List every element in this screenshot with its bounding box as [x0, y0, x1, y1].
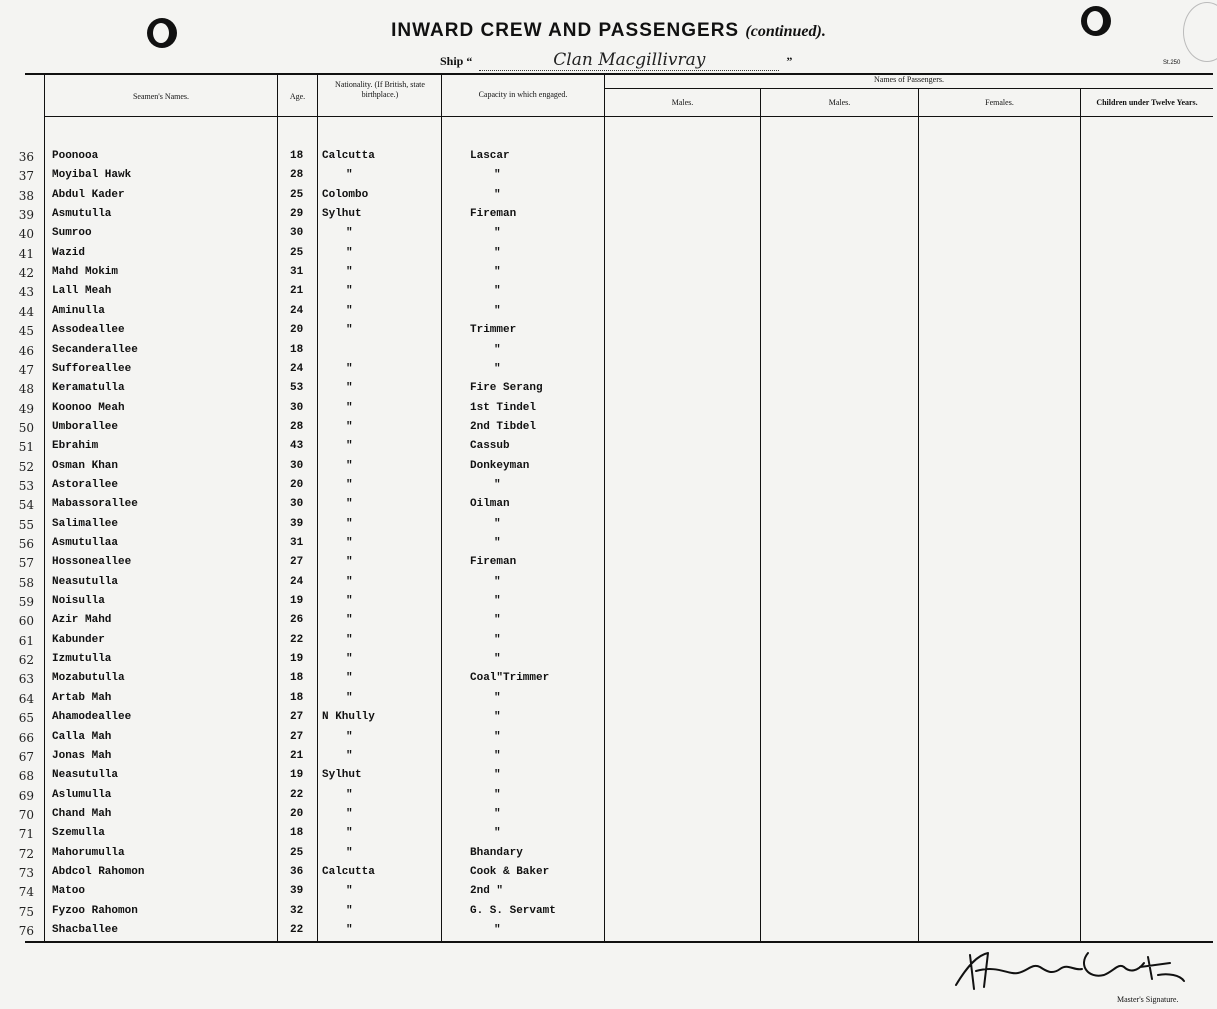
seaman-name: Neasutulla [52, 575, 119, 588]
signature-label: Master's Signature. [1117, 995, 1179, 1004]
nationality-value: " [346, 440, 353, 453]
header-bottom-rule [44, 116, 1213, 117]
capacity-value: 2nd " [470, 885, 504, 898]
row-number: 71 [18, 827, 34, 842]
row-number: 48 [18, 382, 34, 397]
age-value: 39 [290, 517, 304, 530]
nationality-value: " [346, 285, 353, 298]
nationality-value: " [346, 517, 353, 530]
seaman-name: Lall Meah [52, 285, 112, 298]
age-value: 30 [290, 227, 304, 240]
seaman-name: Umborallee [52, 420, 119, 433]
nationality-value: Sylhut [322, 208, 362, 221]
seaman-name: Artab Mah [52, 691, 112, 704]
capacity-value: " [494, 595, 501, 608]
form-number: St.250 [1163, 60, 1181, 66]
row-number: 49 [18, 401, 34, 416]
nationality-value: " [346, 575, 353, 588]
row-number: 64 [18, 691, 34, 706]
header-capacity: Capacity in which engaged. [478, 90, 568, 99]
capacity-value: " [494, 285, 501, 298]
capacity-value: Donkeyman [470, 459, 530, 472]
age-value: 18 [290, 827, 304, 840]
seaman-name: Sumroo [52, 227, 92, 240]
capacity-value: Fireman [470, 208, 517, 221]
age-value: 24 [290, 304, 304, 317]
age-value: 30 [290, 459, 304, 472]
nationality-value: " [346, 885, 353, 898]
age-value: 36 [290, 865, 304, 878]
age-value: 18 [290, 691, 304, 704]
nationality-value: Calcutta [322, 150, 375, 162]
capacity-value: " [494, 807, 501, 820]
row-number: 60 [18, 614, 34, 629]
col-rule-8 [1080, 89, 1081, 941]
nationality-value: " [346, 614, 353, 627]
col-rule-1 [44, 75, 45, 941]
capacity-value: " [494, 827, 501, 840]
capacity-value: " [494, 537, 501, 549]
seaman-name: Matoo [52, 885, 86, 898]
row-number: 41 [18, 246, 34, 261]
age-value: 18 [290, 150, 304, 162]
seaman-name: Kabunder [52, 633, 105, 646]
header-age: Age. [289, 92, 306, 101]
nationality-value: Calcutta [322, 865, 375, 878]
nationality-value: " [346, 749, 353, 762]
age-value: 20 [290, 324, 304, 337]
age-value: 25 [290, 846, 304, 859]
seaman-name: Abdul Kader [52, 188, 125, 201]
header-females: Females. [985, 98, 1014, 107]
nationality-value: " [346, 730, 353, 743]
nationality-value: " [346, 324, 353, 337]
seaman-name: Wazid [52, 246, 86, 259]
col-rule-2 [277, 75, 278, 941]
age-value: 19 [290, 595, 304, 608]
age-value: 31 [290, 537, 304, 549]
nationality-value: " [346, 595, 353, 608]
age-value: 19 [290, 769, 304, 782]
capacity-value: 2nd Tibdel [470, 420, 537, 433]
age-value: 22 [290, 788, 304, 801]
ship-name: Clan Macgillivray [479, 50, 779, 71]
age-value: 26 [290, 614, 304, 627]
row-number: 68 [18, 769, 34, 784]
row-number: 47 [18, 362, 34, 377]
nationality-value: " [346, 246, 353, 259]
row-number: 37 [18, 169, 34, 184]
row-number: 40 [18, 227, 34, 242]
capacity-value: " [494, 653, 501, 666]
age-value: 18 [290, 343, 304, 356]
age-value: 39 [290, 885, 304, 898]
capacity-value: " [494, 266, 501, 279]
seaman-name: Mozabutulla [52, 672, 125, 685]
capacity-value: Trimmer [470, 324, 517, 337]
capacity-value: " [494, 614, 501, 627]
age-value: 24 [290, 362, 304, 375]
capacity-value: Lascar [470, 150, 510, 162]
col-rule-4 [441, 75, 442, 941]
capacity-value: " [494, 362, 501, 375]
row-number: 43 [18, 285, 34, 300]
title-text: INWARD CREW AND PASSENGERS [391, 20, 740, 41]
col-rule-6 [760, 89, 761, 941]
capacity-value: " [494, 633, 501, 646]
row-number: 46 [18, 343, 34, 358]
master-signature [948, 945, 1188, 993]
capacity-value: Oilman [470, 498, 510, 511]
nationality-value: " [346, 924, 353, 936]
seaman-name: Aminulla [52, 304, 105, 317]
row-number: 58 [18, 575, 34, 590]
capacity-value: " [494, 749, 501, 762]
age-value: 18 [290, 672, 304, 685]
age-value: 28 [290, 420, 304, 433]
nationality-value: " [346, 904, 353, 917]
capacity-value: " [494, 769, 501, 782]
capacity-value: Fireman [470, 556, 517, 569]
row-number: 55 [18, 517, 34, 532]
seaman-name: Neasutulla [52, 769, 119, 782]
nationality-value: " [346, 227, 353, 240]
age-value: 20 [290, 478, 304, 491]
age-value: 32 [290, 904, 304, 917]
nationality-value: " [346, 478, 353, 491]
nationality-value: " [346, 266, 353, 279]
row-number: 53 [18, 478, 34, 493]
header-passengers: Names of Passengers. [874, 75, 944, 84]
age-value: 43 [290, 440, 304, 453]
nationality-value: Sylhut [322, 769, 362, 782]
nationality-value: " [346, 827, 353, 840]
age-value: 25 [290, 246, 304, 259]
row-number: 69 [18, 788, 34, 803]
col-rule-5 [604, 75, 605, 941]
capacity-value: " [494, 691, 501, 704]
capacity-value: Cook & Baker [470, 865, 550, 878]
seaman-name: Aslumulla [52, 788, 112, 801]
capacity-value: " [494, 788, 501, 801]
seaman-name: Hossoneallee [52, 556, 132, 569]
row-number: 67 [18, 749, 34, 764]
row-number: 75 [18, 904, 34, 919]
capacity-value: " [494, 517, 501, 530]
passengers-subrule [605, 88, 1213, 89]
ship-close-quote: ” [786, 54, 793, 68]
capacity-value: " [494, 924, 501, 936]
seaman-name: Szemulla [52, 827, 105, 840]
nationality-value: " [346, 556, 353, 569]
age-value: 30 [290, 401, 304, 414]
nationality-value: " [346, 401, 353, 414]
header-males-1: Males. [671, 98, 694, 107]
header-males-2: Males. [828, 98, 851, 107]
capacity-value: 1st Tindel [470, 401, 537, 414]
row-number: 56 [18, 537, 34, 551]
age-value: 22 [290, 633, 304, 646]
header-children: Children under Twelve Years. [1096, 98, 1198, 107]
nationality-value: " [346, 304, 353, 317]
age-value: 24 [290, 575, 304, 588]
row-number: 42 [18, 266, 34, 281]
age-value: 29 [290, 208, 304, 221]
seaman-name: Noisulla [52, 595, 105, 608]
seaman-name: Moyibal Hawk [52, 169, 132, 182]
header-seamens-names: Seamen's Names. [132, 92, 190, 101]
nationality-value: " [346, 653, 353, 666]
age-value: 27 [290, 711, 304, 724]
nationality-value: " [346, 807, 353, 820]
age-value: 19 [290, 653, 304, 666]
capacity-value: G. S. Servamt [470, 904, 556, 917]
capacity-value: " [494, 711, 501, 724]
row-number: 65 [18, 711, 34, 726]
row-number: 66 [18, 730, 34, 745]
seaman-name: Ebrahim [52, 440, 99, 453]
nationality-value: " [346, 691, 353, 704]
seaman-name: Salimallee [52, 517, 119, 530]
seaman-name: Asmutullaa [52, 537, 119, 549]
col-rule-3 [317, 75, 318, 941]
capacity-value: " [494, 343, 501, 356]
seaman-name: Astorallee [52, 478, 119, 491]
row-number: 54 [18, 498, 34, 513]
capacity-value: " [494, 730, 501, 743]
seaman-name: Shacballee [52, 924, 119, 936]
header-nationality: Nationality. (If British, state birthplace.) [335, 80, 425, 99]
capacity-value: " [494, 478, 501, 491]
capacity-value: " [494, 304, 501, 317]
page-title [0, 20, 1217, 42]
seaman-name: Poonooa [52, 150, 99, 162]
seaman-name: Jonas Mah [52, 749, 112, 762]
title-suffix: (continued). [745, 23, 826, 40]
age-value: 53 [290, 382, 304, 395]
nationality-value: " [346, 382, 353, 395]
row-number: 61 [18, 633, 34, 648]
row-number: 76 [18, 924, 34, 938]
row-number: 72 [18, 846, 34, 861]
seaman-name: Koonoo Meah [52, 401, 125, 414]
seaman-name: Calla Mah [52, 730, 112, 743]
age-value: 31 [290, 266, 304, 279]
row-number: 63 [18, 672, 34, 687]
age-value: 21 [290, 285, 304, 298]
seaman-name: Secanderallee [52, 343, 138, 356]
row-number: 51 [18, 440, 34, 455]
row-number: 36 [18, 150, 34, 164]
seaman-name: Mahd Mokim [52, 266, 119, 279]
nationality-value: " [346, 459, 353, 472]
row-number: 52 [18, 459, 34, 474]
row-number: 62 [18, 653, 34, 668]
age-value: 27 [290, 556, 304, 569]
capacity-value: Coal"Trimmer [470, 672, 550, 685]
row-number: 73 [18, 865, 34, 880]
row-number: 38 [18, 188, 34, 203]
row-number: 44 [18, 304, 34, 319]
row-number: 70 [18, 807, 34, 822]
capacity-value: " [494, 227, 501, 240]
nationality-value: N Khully [322, 711, 375, 724]
nationality-value: " [346, 633, 353, 646]
age-value: 27 [290, 730, 304, 743]
seaman-name: Izmutulla [52, 653, 112, 666]
capacity-value: " [494, 169, 501, 182]
nationality-value: " [346, 420, 353, 433]
seaman-name: Ahamodeallee [52, 711, 132, 724]
nationality-value: " [346, 846, 353, 859]
nationality-value: " [346, 362, 353, 375]
nationality-value: " [346, 498, 353, 511]
age-value: 22 [290, 924, 304, 936]
seaman-name: Sufforeallee [52, 362, 132, 375]
capacity-value: " [494, 188, 501, 201]
nationality-value: " [346, 537, 353, 549]
seaman-name: Asmutulla [52, 208, 112, 221]
age-value: 28 [290, 169, 304, 182]
nationality-value: " [346, 672, 353, 685]
seaman-name: Mabassorallee [52, 498, 138, 511]
nationality-value: " [346, 169, 353, 182]
nationality-value: Colombo [322, 188, 369, 201]
seaman-name: Fyzoo Rahomon [52, 904, 138, 917]
col-rule-7 [918, 89, 919, 941]
ship-open-quote: “ [466, 54, 473, 68]
row-number: 59 [18, 595, 34, 610]
age-value: 21 [290, 749, 304, 762]
capacity-value: " [494, 246, 501, 259]
row-number: 39 [18, 208, 34, 223]
nationality-value: " [346, 788, 353, 801]
capacity-value: Fire Serang [470, 382, 543, 395]
row-number: 50 [18, 420, 34, 435]
capacity-value: " [494, 575, 501, 588]
seaman-name: Abdcol Rahomon [52, 865, 145, 878]
seaman-name: Assodeallee [52, 324, 125, 337]
capacity-value: Bhandary [470, 846, 523, 859]
seaman-name: Osman Khan [52, 459, 119, 472]
age-value: 30 [290, 498, 304, 511]
seaman-name: Azir Mahd [52, 614, 112, 627]
ship-line [440, 50, 792, 71]
age-value: 20 [290, 807, 304, 820]
row-number: 57 [18, 556, 34, 571]
seaman-name: Mahorumulla [52, 846, 125, 859]
row-number: 74 [18, 885, 34, 900]
seaman-name: Keramatulla [52, 382, 125, 395]
seaman-name: Chand Mah [52, 807, 112, 820]
capacity-value: Cassub [470, 440, 510, 453]
age-value: 25 [290, 188, 304, 201]
ship-label: Ship [440, 54, 464, 68]
row-number: 45 [18, 324, 34, 339]
table-bottom-rule [25, 941, 1213, 943]
